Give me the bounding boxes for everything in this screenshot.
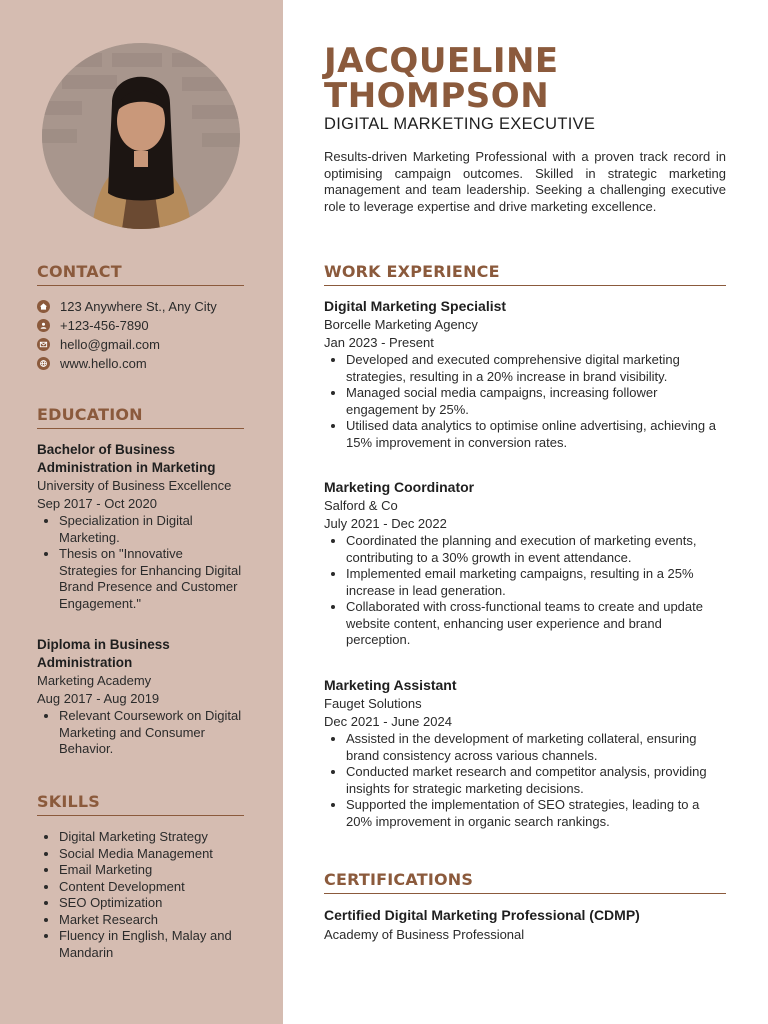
certification-issuer: Academy of Business Professional [324,927,525,942]
education-school: Marketing Academy [37,673,152,688]
job-bullet: • Coordinated the planning and execution of marketing events, contributing to a 30% growth in event attendance. [346,533,726,566]
contact-website [37,354,244,373]
job-bullet: • Utilised data analytics to optimise online advertising, achieving a 15% improvement in conversion rates. [346,418,726,451]
education-degree: Diploma in Business Administration [37,637,170,670]
education-bullets [59,708,244,758]
contact-website-text[interactable]: www.hello.com [60,356,147,371]
contact-heading: CONTACT [37,262,244,286]
contact-phone [37,316,244,335]
education-school: University of Business Excellence [37,478,232,493]
skill-item: • SEO Optimization [59,895,244,912]
job-entry [324,676,726,830]
job-role: Digital Marketing Specialist [324,298,507,314]
education-bullet: • Specialization in Digital Marketing. [59,513,244,546]
job-title: DIGITAL MARKETING EXECUTIVE [324,115,596,133]
skill-item: • Social Media Management [59,846,244,863]
profile-photo-illustration [42,43,240,229]
contact-list [37,297,244,373]
skills-section [37,792,244,961]
contact-address [37,297,244,316]
contact-address-text: 123 Anywhere St., Any City [60,299,217,314]
education-dates: Sep 2017 - Oct 2020 [37,496,157,511]
job-dates: July 2021 - Dec 2022 [324,516,447,531]
certifications-section [324,870,726,944]
skill-item: • Market Research [59,912,244,929]
education-bullet: • Thesis on "Innovative Strategies for Enhancing Digital Brand Presence and Customer Engagement." [59,546,244,612]
job-dates: Jan 2023 - Present [324,335,434,350]
contact-email-text[interactable]: hello@gmail.com [60,337,160,352]
job-bullet: • Assisted in the development of marketing collateral, ensuring brand consistency across various channels. [346,731,726,764]
job-bullets [346,533,726,649]
job-role: Marketing Coordinator [324,479,475,495]
skill-item: • Content Development [59,879,244,896]
job-bullet: • Supported the implementation of SEO strategies, leading to a 20% improvement in organic search rankings. [346,797,726,830]
education-entry [37,636,244,758]
job-entry [324,297,726,451]
sidebar [0,0,283,1024]
skill-item: • Digital Marketing Strategy [59,829,244,846]
job-entry [324,478,726,649]
candidate-name [324,41,559,116]
work-experience-section [324,262,726,286]
job-bullet: • Conducted market research and competitor analysis, providing insights for strategic marketing decisions. [346,764,726,797]
job-bullet: • Collaborated with cross-functional teams to create and update website content, enhancing user experience and brand perception. [346,599,726,649]
skill-item: • Email Marketing [59,862,244,879]
main-content [283,0,768,1024]
job-company: Fauget Solutions [324,696,422,711]
job-dates: Dec 2021 - June 2024 [324,714,452,729]
skill-item: • Fluency in English, Malay and Mandarin [59,928,244,961]
job-role: Marketing Assistant [324,677,457,693]
contact-phone-text: +123-456-7890 [60,318,149,333]
education-section [37,405,244,758]
education-dates: Aug 2017 - Aug 2019 [37,691,160,706]
job-bullets [346,731,726,830]
job-bullets [346,352,726,451]
job-company: Borcelle Marketing Agency [324,317,478,332]
job-bullet: • Implemented email marketing campaigns, resulting in a 25% increase in lead generation. [346,566,726,599]
education-heading: EDUCATION [37,405,244,429]
education-degree: Bachelor of Business Administration in Marketing [37,442,216,475]
contact-section [37,262,244,373]
home-icon [37,300,50,313]
profile-summary: Results-driven Marketing Professional with a proven track record in optimising campaign outcomes. Skilled in strategic marketing management and team leadership. Seeking a challenging executive role to leverage expertise and drive marketing excellence. [324,149,726,214]
education-entry [37,441,244,612]
name-line-last: THOMPSON [324,76,550,116]
profile-photo [42,43,240,229]
work-experience-heading: WORK EXPERIENCE [324,262,726,286]
certifications-heading: CERTIFICATIONS [324,870,726,894]
certification-entry [324,906,726,944]
education-bullet: • Relevant Coursework on Digital Marketing and Consumer Behavior. [59,708,244,758]
job-company: Salford & Co [324,498,398,513]
job-bullet: • Managed social media campaigns, increasing follower engagement by 25%. [346,385,726,418]
email-icon [37,338,50,351]
skills-heading: SKILLS [37,792,244,816]
certification-name: Certified Digital Marketing Professional (CDMP) [324,907,640,923]
job-bullet: • Developed and executed comprehensive digital marketing strategies, resulting in a 20% increase in brand visibility. [346,352,726,385]
contact-email [37,335,244,354]
phone-icon [37,319,50,332]
globe-icon [37,357,50,370]
education-bullets [59,513,244,612]
name-line-first: JACQUELINE [324,41,559,81]
skills-list [59,829,244,961]
